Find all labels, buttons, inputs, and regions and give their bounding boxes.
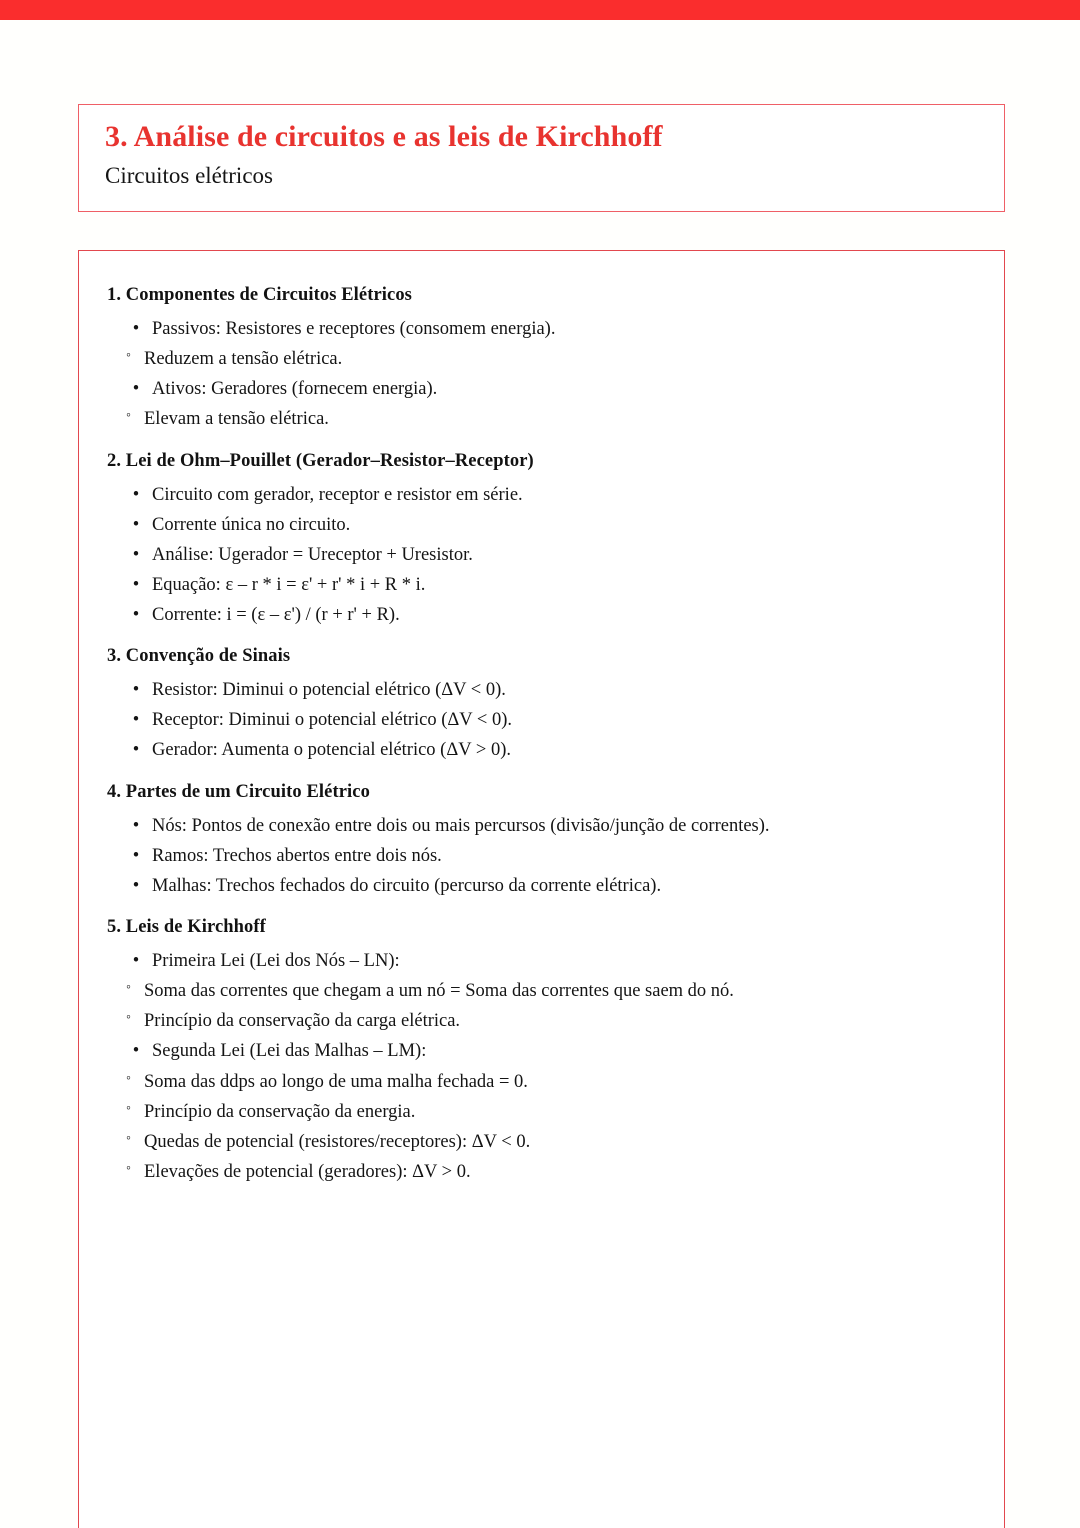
sub-list-item <box>107 1006 976 1036</box>
list-item <box>107 314 976 344</box>
bullet-disc-icon: • <box>132 740 140 761</box>
page-subtitle: Circuitos elétricos <box>105 163 273 189</box>
bullet-circle-icon: ◦ <box>126 408 131 424</box>
bullet-circle-icon: ◦ <box>126 348 131 364</box>
list-item <box>107 946 976 976</box>
list-item <box>107 841 976 871</box>
bullet-list <box>107 480 976 631</box>
sections-container <box>107 283 976 1187</box>
sub-list-item-label: Soma das correntes que chegam a um nó = Soma das correntes que saem do nó. <box>144 981 734 1002</box>
bullet-disc-icon: • <box>132 680 140 701</box>
bullet-list <box>107 675 976 765</box>
sub-list-item-label: Princípio da conservação da carga elétrica. <box>144 1011 461 1032</box>
bullet-list <box>107 946 976 1187</box>
list-item-label: Primeira Lei (Lei dos Nós – LN): <box>152 950 400 971</box>
sub-list-item-label: Elevam a tensão elétrica. <box>144 409 329 430</box>
bullet-circle-icon: ◦ <box>126 1100 131 1116</box>
list-item <box>107 570 976 600</box>
list-item <box>107 600 976 630</box>
sub-bullet-list <box>107 344 976 374</box>
bullet-disc-icon: • <box>132 845 140 866</box>
bullet-circle-icon: ◦ <box>126 1070 131 1086</box>
bullet-disc-icon: • <box>132 484 140 505</box>
list-item-label: Circuito com gerador, receptor e resistor em série. <box>152 484 523 505</box>
bullet-disc-icon: • <box>132 574 140 595</box>
list-item-label: Segunda Lei (Lei das Malhas – LM): <box>152 1041 427 1062</box>
sub-list-item-label: Quedas de potencial (resistores/receptores): ΔV < 0. <box>144 1131 531 1152</box>
content-section <box>107 915 976 1187</box>
list-item <box>107 675 976 705</box>
section-heading: 1. Componentes de Circuitos Elétricos <box>107 285 412 305</box>
sub-list-item <box>107 344 976 374</box>
content-section <box>107 449 976 631</box>
bullet-list <box>107 314 976 435</box>
section-heading: 4. Partes de um Circuito Elétrico <box>107 781 370 802</box>
bullet-circle-icon: ◦ <box>126 1010 131 1026</box>
bullet-disc-icon: • <box>132 815 140 836</box>
list-item <box>107 705 976 735</box>
content-section <box>107 283 976 435</box>
sub-list-item <box>107 976 976 1006</box>
sub-bullet-list <box>107 1067 976 1188</box>
content-section <box>107 644 976 765</box>
list-item <box>107 1036 976 1066</box>
section-heading: 2. Lei de Ohm–Pouillet (Gerador–Resistor–Receptor) <box>107 450 534 471</box>
bullet-disc-icon: • <box>132 544 140 565</box>
top-accent-bar <box>0 0 1080 20</box>
list-item <box>107 871 976 901</box>
list-item-label: Análise: Ugerador = Ureceptor + Uresistor. <box>152 544 473 565</box>
bullet-disc-icon: • <box>132 950 140 971</box>
list-item-label: Ativos: Geradores (fornecem energia). <box>152 379 438 400</box>
list-item-label: Resistor: Diminui o potencial elétrico (ΔV < 0). <box>152 680 506 701</box>
sub-bullet-list <box>107 404 976 434</box>
sub-list-item <box>107 1097 976 1127</box>
sub-list-item <box>107 404 976 434</box>
sub-list-item-label: Reduzem a tensão elétrica. <box>144 349 343 370</box>
list-item-label: Ramos: Trechos abertos entre dois nós. <box>152 845 442 866</box>
sub-list-item <box>107 1157 976 1187</box>
list-item <box>107 480 976 510</box>
list-item <box>107 811 976 841</box>
list-item-label: Nós: Pontos de conexão entre dois ou mais percursos (divisão/junção de correntes). <box>152 815 770 836</box>
list-item-label: Corrente: i = (ε – ε') / (r + r' + R). <box>152 605 400 626</box>
document-header-card <box>78 104 1005 212</box>
section-heading: 3. Convenção de Sinais <box>107 646 291 667</box>
bullet-disc-icon: • <box>132 1041 140 1062</box>
list-item <box>107 374 976 404</box>
list-item-label: Equação: ε – r * i = ε' + r' * i + R * i. <box>152 574 426 595</box>
sub-list-item-label: Elevações de potencial (geradores): ΔV > 0. <box>144 1161 471 1182</box>
bullet-disc-icon: • <box>132 710 140 731</box>
list-item <box>107 510 976 540</box>
list-item-label: Corrente única no circuito. <box>152 514 351 535</box>
list-item <box>107 735 976 765</box>
sub-list-item <box>107 1127 976 1157</box>
bullet-disc-icon: • <box>132 514 140 535</box>
sub-list-item <box>107 1067 976 1097</box>
document-page <box>0 20 1080 1528</box>
bullet-circle-icon: ◦ <box>126 980 131 996</box>
bullet-list <box>107 811 976 901</box>
page-title: 3. Análise de circuitos e as leis de Kirchhoff <box>105 120 663 153</box>
bullet-disc-icon: • <box>132 605 140 626</box>
list-item-label: Gerador: Aumenta o potencial elétrico (ΔV > 0). <box>152 740 511 761</box>
bullet-disc-icon: • <box>132 318 140 339</box>
content-section <box>107 780 976 901</box>
section-heading: 5. Leis de Kirchhoff <box>107 916 266 937</box>
sub-list-item-label: Soma das ddps ao longo de uma malha fechada = 0. <box>144 1071 528 1092</box>
bullet-circle-icon: ◦ <box>126 1160 131 1176</box>
list-item-label: Receptor: Diminui o potencial elétrico (ΔV < 0). <box>152 710 513 731</box>
bullet-disc-icon: • <box>132 379 140 400</box>
list-item-label: Malhas: Trechos fechados do circuito (percurso da corrente elétrica). <box>152 875 662 896</box>
list-item <box>107 540 976 570</box>
sub-list-item-label: Princípio da conservação da energia. <box>144 1101 416 1122</box>
bullet-disc-icon: • <box>132 875 140 896</box>
bullet-circle-icon: ◦ <box>126 1130 131 1146</box>
sub-bullet-list <box>107 976 976 1036</box>
document-body-card <box>78 250 1005 1528</box>
list-item-label: Passivos: Resistores e receptores (consomem energia). <box>152 318 556 339</box>
